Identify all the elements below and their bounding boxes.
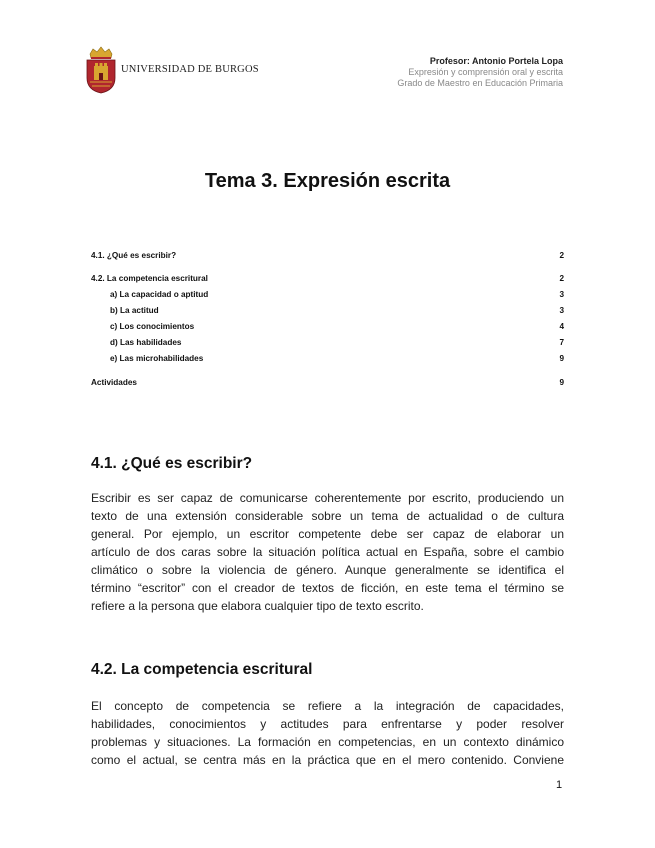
- toc-label: a) La capacidad o aptitud: [110, 290, 209, 299]
- toc-page: 7: [559, 338, 564, 347]
- text-line: artículo de dos caras sobre la situación política actual en España, sobre el cambio: [91, 545, 564, 559]
- text-line: texto de una extensión considerable sobre un tema de actualidad o de cultura: [91, 509, 564, 523]
- text-line: habilidades, conocimientos y actitudes para enfrentarse y poder resolver: [91, 717, 564, 731]
- section-heading: 4.1. ¿Qué es escribir?: [91, 455, 253, 472]
- toc-page: 3: [559, 306, 564, 315]
- text-line: término “escritor” con el creador de textos de ficción, en este tema el término se: [91, 581, 564, 595]
- text-line: El concepto de competencia se refiere a la integración de capacidades,: [91, 699, 564, 713]
- page-header: [397, 55, 563, 89]
- degree-name: Grado de Maestro en Educación Primaria: [397, 78, 563, 88]
- toc-label: 4.1. ¿Qué es escribir?: [91, 251, 177, 260]
- university-crest-icon: [84, 46, 118, 94]
- toc-page: 3: [559, 290, 564, 299]
- toc-label: d) Las habilidades: [110, 338, 182, 347]
- toc-page: 2: [559, 274, 564, 283]
- page-number: 1: [556, 779, 563, 791]
- toc-page: 9: [559, 354, 564, 363]
- toc-label: Actividades: [91, 378, 137, 387]
- toc-entry[interactable]: [91, 337, 564, 349]
- toc-label: 4.2. La competencia escritural: [91, 274, 208, 283]
- text-line: climático o sobre la violencia de género. Aunque generalmente se identifica el: [91, 563, 564, 577]
- course-name: Expresión y comprensión oral y escrita: [408, 67, 563, 77]
- section-heading: 4.2. La competencia escritural: [91, 661, 313, 678]
- toc-label: b) La actitud: [110, 306, 159, 315]
- toc-entry[interactable]: [91, 273, 564, 285]
- university-name: UNIVERSIDAD DE BURGOS: [121, 64, 259, 75]
- toc-entry[interactable]: [91, 305, 564, 317]
- toc-page: 4: [559, 322, 564, 331]
- toc-entry[interactable]: [91, 250, 564, 262]
- toc-entry[interactable]: [91, 289, 564, 301]
- text-line: refiere a la persona que elabora cualquier tipo de texto escrito.: [91, 599, 424, 613]
- toc-entry[interactable]: [91, 321, 564, 333]
- toc-label: e) Las microhabilidades: [110, 354, 204, 363]
- toc-label: c) Los conocimientos: [110, 322, 195, 331]
- text-line: problemas y situaciones. La formación en competencias, en un contexto dinámico: [91, 735, 564, 749]
- section-paragraph: [91, 489, 564, 615]
- text-line: general. Por ejemplo, un escritor competente debe ser capaz de elaborar un: [91, 527, 564, 541]
- section-paragraph: [91, 697, 564, 769]
- toc-page: 9: [559, 378, 564, 387]
- text-line: como el actual, se centra más en la práctica que en el mero contenido. Conviene: [91, 753, 564, 767]
- toc-entry[interactable]: [91, 353, 564, 365]
- toc-entry[interactable]: [91, 377, 564, 389]
- document-title: Tema 3. Expresión escrita: [204, 170, 451, 192]
- text-line: Escribir es ser capaz de comunicarse coherentemente por escrito, produciendo un: [91, 491, 564, 505]
- toc-page: 2: [559, 251, 564, 260]
- professor-name: Profesor: Antonio Portela Lopa: [429, 56, 563, 66]
